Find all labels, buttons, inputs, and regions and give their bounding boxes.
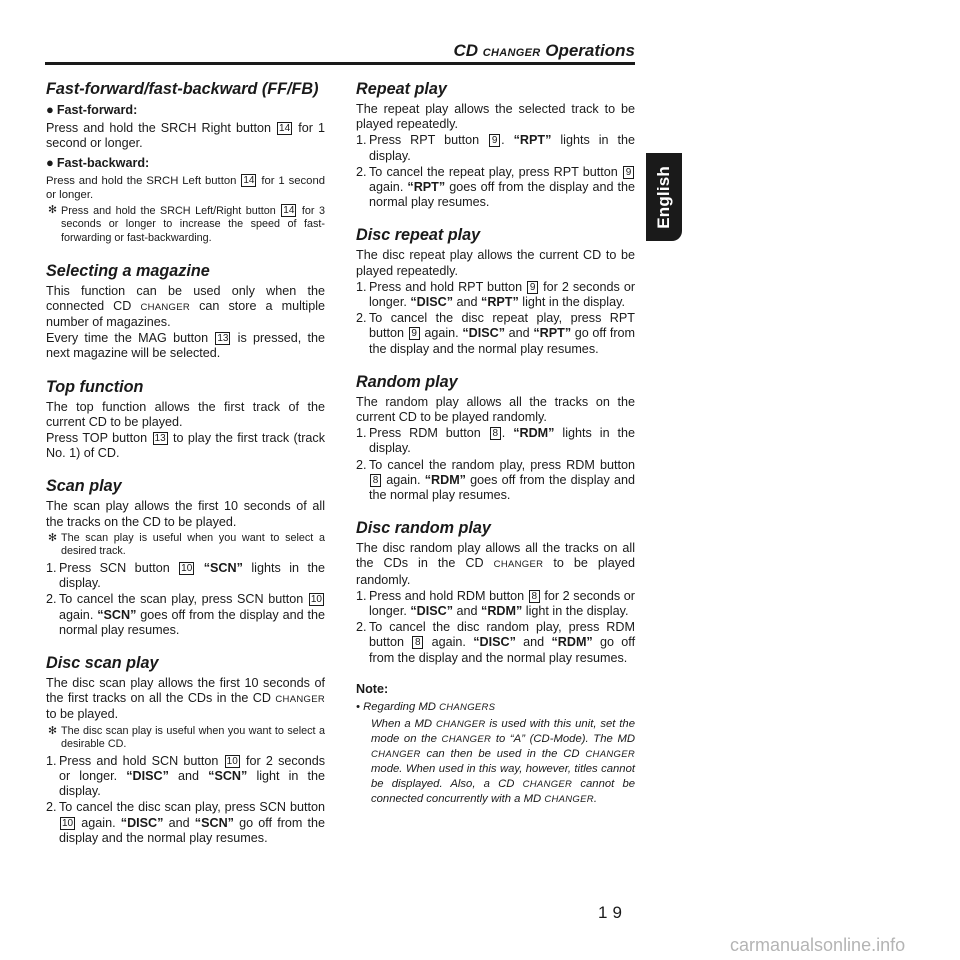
bullet-fast-backward: ● Fast-backward: [46,154,150,170]
section-title: Disc repeat play [356,226,481,245]
button-key-label: 8 [370,474,381,487]
note-body: When a MD CHANGER is used with this unit, set the mode on the CHANGER to “A” (CD-Mode). The MD CHANGER can then be used in the CD CHANGER mode. When used in this way, however, titles cannot be displayed. Also, a CD CHANGER cannot be connected concurrently with a MD CHANGER. [371,718,636,806]
asterisk-icon: ✻ [48,203,58,216]
section-repeat-play [356,80,635,210]
section-title: Top function [46,377,144,396]
paragraph: The random play allows all the tracks on the current CD to be played randomly. [356,394,635,425]
step-2: 2. To cancel the random play, press RDM button 8 again. “RDM” goes off from the display and the normal play resumes. [356,457,636,503]
button-key-label: 10 [181,563,193,575]
note-label: Note: [356,681,389,696]
button-key-label: 14 [283,204,295,216]
paragraph: Press and hold the SRCH Left button 14 for 1 second or longer. [46,174,326,201]
section-title: Selecting a magazine [46,261,210,280]
paragraph: The repeat play allows the selected track to be played repeatedly. [356,102,635,132]
section-scan-play [46,477,325,638]
button-key-label: 10 [310,594,322,606]
button-key-label: 14 [243,174,255,186]
language-tab: English [646,153,682,241]
paragraph: The disc scan play allows the first 10 seconds of the first tracks on all the CDs in the CD CHANGER to be played. [46,676,325,722]
section-magazine [46,262,325,362]
section-random-play [356,373,635,503]
button-key-label: 13 [154,433,166,445]
section-disc-random-play [356,519,635,666]
step-1: 1. Press and hold RDM button 8 for 2 seconds or longer. “DISC” and “RDM” light in the display. [356,588,635,619]
tip: ✻ Press and hold the SRCH Left/Right button 14 for 3 seconds or longer to increase the speed of fast-forwarding or fast-backwarding. [48,203,326,244]
section-title: Disc scan play [46,654,159,673]
asterisk-icon: ✻ [48,531,58,544]
section-title: Scan play [46,477,122,496]
section-title: Random play [356,372,458,391]
bullet-dot-icon: ● [46,102,54,117]
section-title: Disc random play [356,519,491,538]
paragraph: The top function allows the first track of the current CD to be played. [46,399,325,429]
button-key-label: 8 [490,427,501,440]
bullet-fast-forward: ● Fast-forward: [46,102,138,117]
paragraph: Every time the MAG button 13 is pressed, the next magazine will be selected. [46,331,326,361]
button-key-label: 8 [529,590,540,603]
tip: ✻ The disc scan play is useful when you want to select a desirable CD. [48,724,325,751]
header-rule [45,62,635,65]
step-1: 1. Press and hold SCN button 10 for 2 seconds or longer. “DISC” and “SCN” light in the display. [46,753,326,799]
paragraph: Press and hold the SRCH Right button 14 for 1 second or longer. [46,121,325,151]
section-disc-repeat-play [356,226,635,356]
tip: ✻ The scan play is useful when you want to select a desired track. [48,531,325,558]
step-1: 1. Press and hold RPT button 9 for 2 seconds or longer. “DISC” and “RPT” light in the display. [356,279,636,310]
section-disc-scan-play [46,654,325,846]
asterisk-icon: ✻ [48,724,58,737]
note-bullet: • Regarding MD CHANGERS [356,701,496,714]
right-column [356,80,635,807]
note-block [356,682,635,807]
step-1: 1. Press RDM button 8 . “RDM” lights in the display. [356,426,636,456]
button-key-label: 9 [623,166,634,179]
paragraph: The scan play allows the first 10 seconds of all the tracks on the CD to be played. [46,499,325,529]
step-2: 2. To cancel the disc repeat play, press RPT button 9 again. “DISC” and “RPT” go off from the display and the normal play resumes. [356,311,636,356]
paragraph: This function can be used only when the connected CD CHANGER can store a multiple number of magazines. [46,283,325,329]
paragraph: Press TOP button 13 to play the first track (track No. 1) of CD. [46,431,326,461]
left-column [46,80,325,862]
page-header-title: CD CHANGER Operations [453,41,635,60]
section-title: Fast-forward/fast-backward (FF/FB) [46,80,319,98]
button-key-label: 9 [527,281,538,294]
button-key-label: 10 [62,817,74,829]
paragraph: The disc repeat play allows the current CD to be played repeatedly. [356,248,635,278]
page-number: 19 [598,903,627,922]
step-2: 2. To cancel the repeat play, press RPT button 9 again. “RPT” goes off from the display and the normal play resumes. [356,164,636,210]
section-ff-fb [46,80,325,246]
button-key-label: 10 [226,755,238,767]
section-top-function [46,378,325,462]
button-key-label: 14 [279,123,291,135]
button-key-label: 13 [217,333,229,345]
button-key-label: 9 [489,134,500,147]
paragraph: The disc random play allows all the tracks on all the CDs in the CD CHANGER to be played randomly. [356,541,636,587]
button-key-label: 8 [412,636,423,649]
button-key-label: 9 [409,327,420,340]
section-title: Repeat play [356,80,447,98]
step-1: 1. Press RPT button 9 . “RPT” lights in the display. [356,133,636,163]
step-2: 2. To cancel the disc scan play, press SCN button 10 again. “DISC” and “SCN” go off from the display and the normal play resumes. [46,800,326,845]
step-1: 1. Press SCN button 10 “SCN” lights in the display. [46,561,325,591]
step-2: 2. To cancel the scan play, press SCN button 10 again. “SCN” goes off from the display and the normal play resumes. [46,592,325,637]
step-2: 2. To cancel the disc random play, press RDM button 8 again. “DISC” and “RDM” go off from the display and the normal play resumes. [356,620,636,665]
bullet-dot-icon: ● [46,154,54,170]
watermark: carmanualsonline.info [730,935,906,955]
